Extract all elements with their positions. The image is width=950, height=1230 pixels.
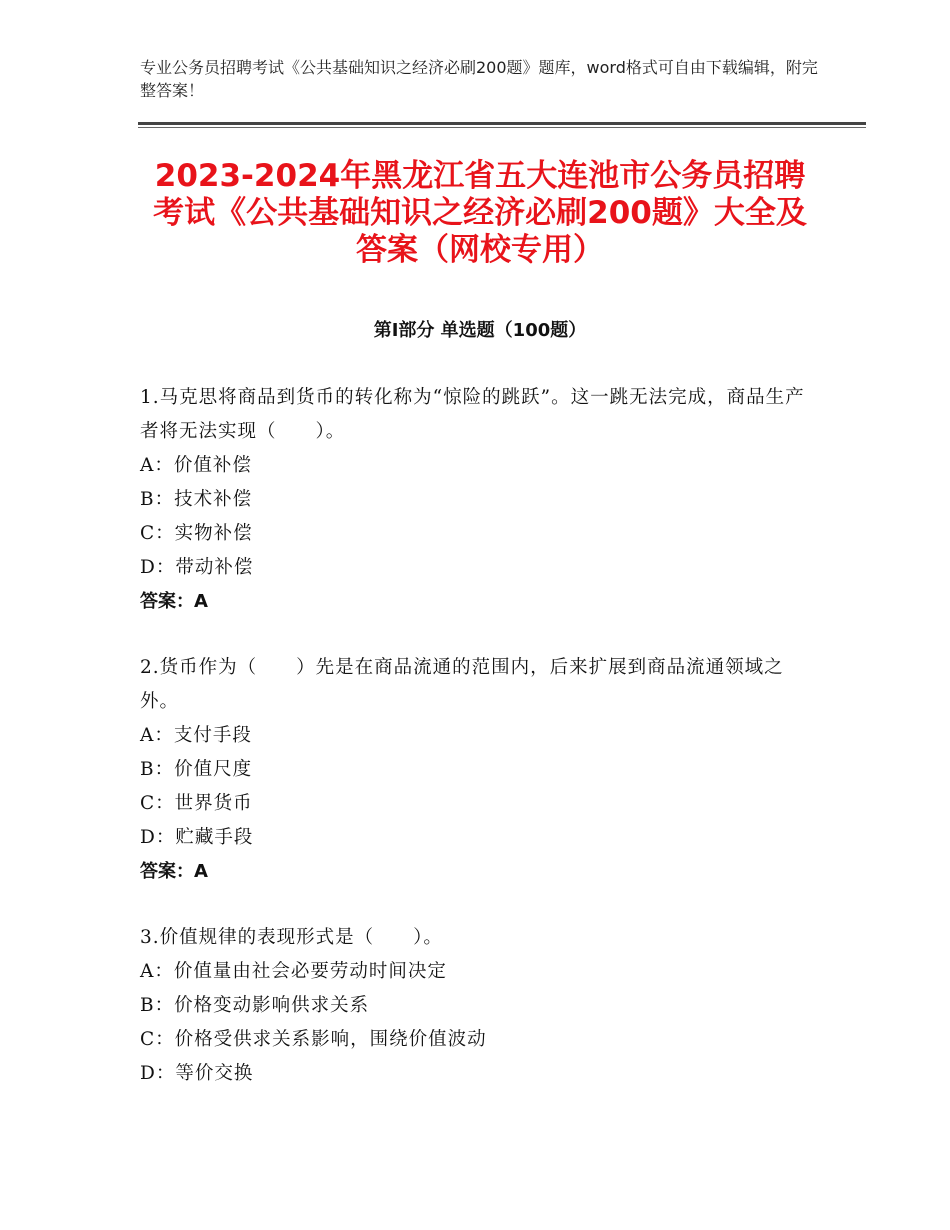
option-b: B：价格变动影响供求关系 bbox=[140, 995, 370, 1016]
question-stem: 1.马克思将商品到货币的转化称为“惊险的跳跃”。这一跳无法完成，商品生产者将无法实现（ ）。 bbox=[140, 387, 805, 442]
answer-label: 答案：A bbox=[140, 591, 208, 612]
header-note: 专业公务员招聘考试《公共基础知识之经济必刷200题》题库，word格式可自由下载编辑，附完整答案！ bbox=[140, 58, 818, 100]
option-a: A：价值补偿 bbox=[140, 455, 252, 476]
option-d: D：等价交换 bbox=[140, 1063, 254, 1084]
question-1 bbox=[140, 381, 820, 619]
header-divider-thin bbox=[138, 127, 866, 128]
option-c: C：价格受供求关系影响，围绕价值波动 bbox=[140, 1029, 487, 1050]
question-stem: 3.价值规律的表现形式是（ ）。 bbox=[140, 927, 443, 948]
question-3 bbox=[140, 921, 820, 1091]
question-list bbox=[140, 381, 820, 1123]
option-b: B：技术补偿 bbox=[140, 489, 253, 510]
option-d: D：贮藏手段 bbox=[140, 827, 254, 848]
section-title: 第Ⅰ部分 单选题（100题） bbox=[373, 320, 587, 341]
option-a: A：价值量由社会必要劳动时间决定 bbox=[140, 961, 447, 982]
question-2 bbox=[140, 651, 820, 889]
option-b: B：价值尺度 bbox=[140, 759, 253, 780]
option-c: C：世界货币 bbox=[140, 793, 253, 814]
option-d: D：带动补偿 bbox=[140, 557, 254, 578]
answer-label: 答案：A bbox=[140, 861, 208, 882]
document-title: 2023-2024年黑龙江省五大连池市公务员招聘考试《公共基础知识之经济必刷200题》大全及答案（网校专用） bbox=[153, 158, 807, 268]
option-a: A：支付手段 bbox=[140, 725, 252, 746]
question-stem: 2.货币作为（ ）先是在商品流通的范围内，后来扩展到商品流通领域之外。 bbox=[140, 657, 784, 712]
option-c: C：实物补偿 bbox=[140, 523, 253, 544]
header-divider-thick bbox=[138, 122, 866, 125]
